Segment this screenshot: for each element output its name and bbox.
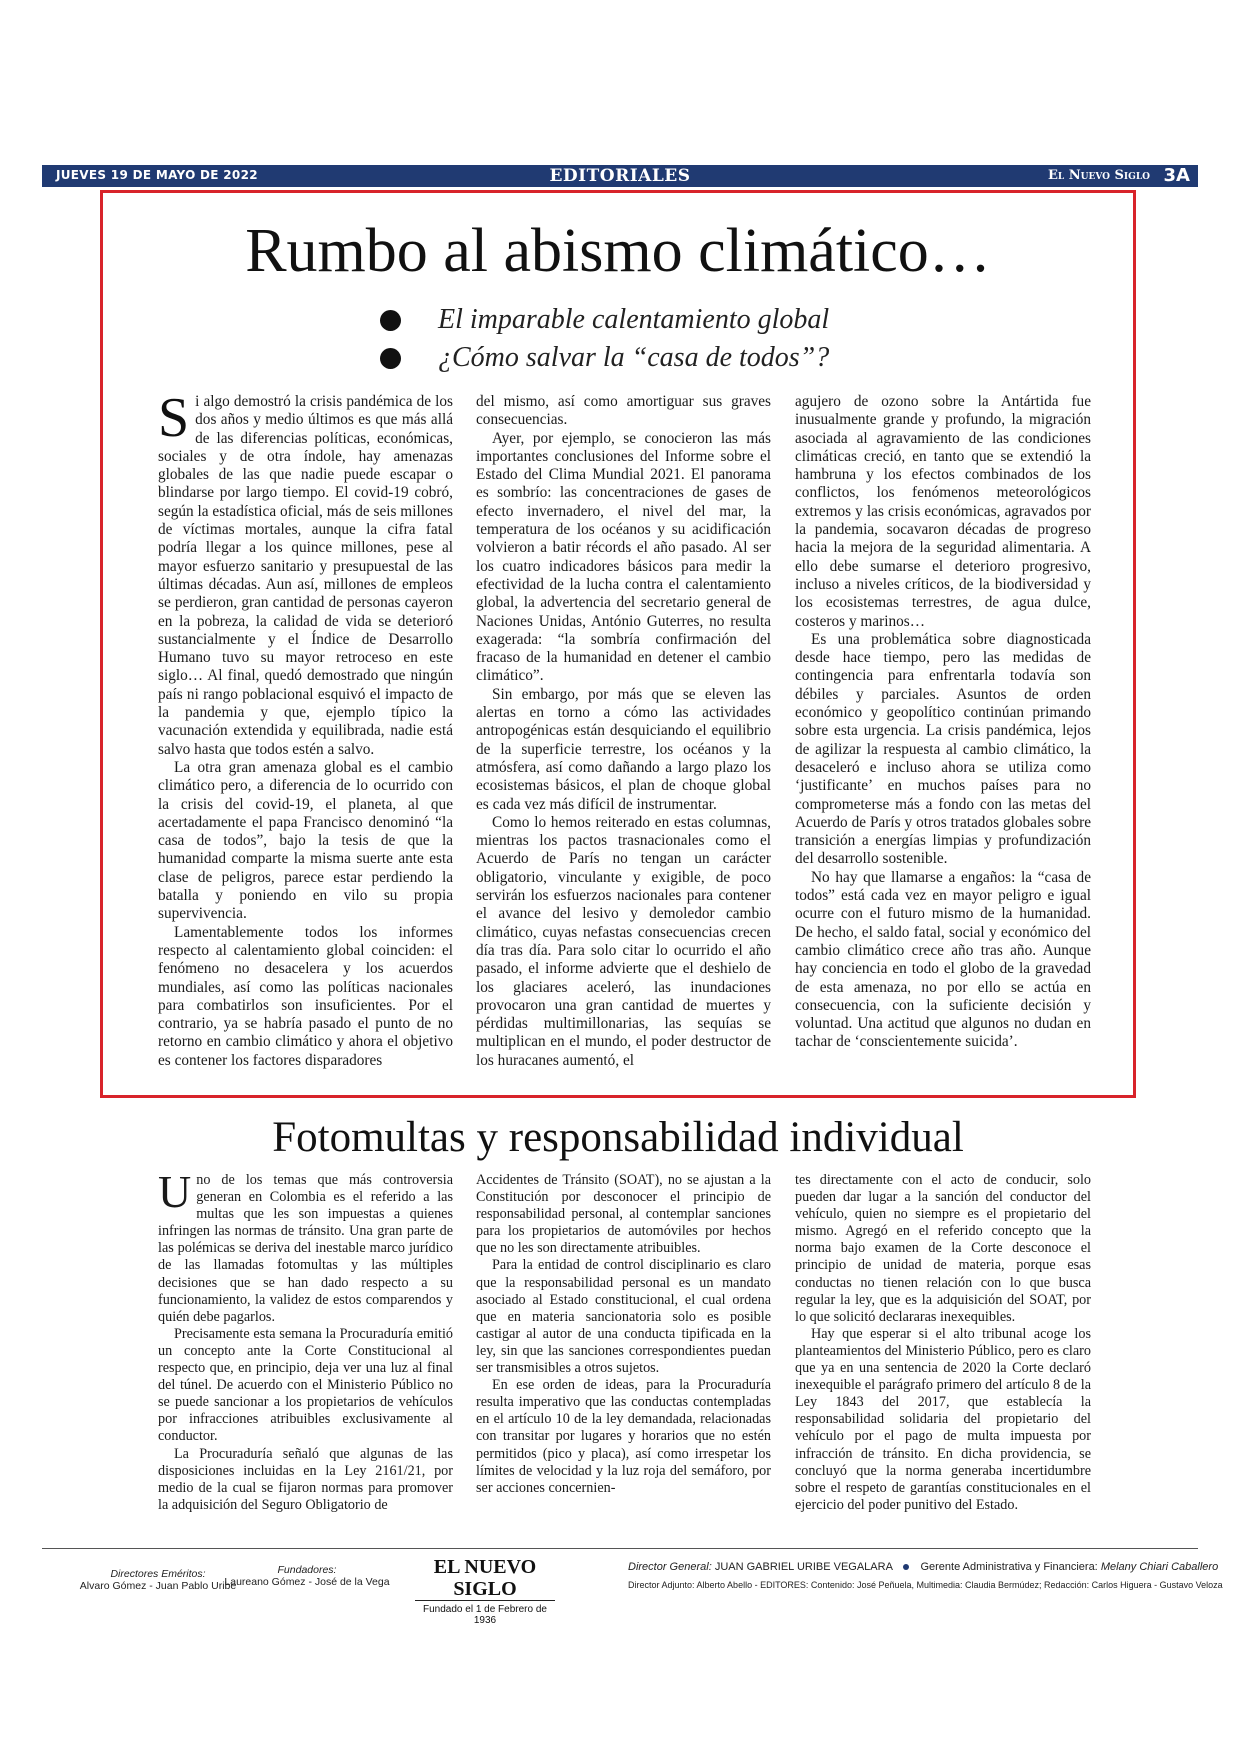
paragraph: La Procuraduría señaló que algunas de las disposiciones incluidas en la Ley 2161/21, por medio de la cual se fijaron normas para promover la adquisición del Seguro Obligatorio de [158,1445,453,1513]
paragraph: Sin embargo, por más que se eleven las alertas en torno a cómo las actividades antropogénicas están desquiciando el equilibrio de la superficie terrestre, los océanos y la atmósfera, así como dañando a largo plazo los ecosistemas básicos, el plan de choque global es cada vez más difícil de instrumentar. [476,685,771,813]
editorial2-column-1 [158,1166,453,1514]
drop-cap: S [158,387,190,449]
drop-cap: U [158,1166,192,1217]
staff-line-1 [628,1561,1219,1573]
editorial-column-2 [476,393,771,1070]
paragraph: tes directamente con el acto de conducir, solo pueden dar lugar a la sanción del conductor del vehículo, quien no siempre es el propietario del mismo. Agregó en el referido concepto que la norma bajo examen de la Corte desconoce el principio de unidad de materia, porque esas conductas no tienen relación con lo que busca regular la ley, que es la adquisición del SOAT, por lo que solicitó declararas inexequibles. [795,1172,1091,1325]
paragraph-text: i algo demostró la crisis pandémica de los dos años y medio últimos es que más allá de las diferencias políticas, económicas, sociales y de otra índole, hay amenazas globales de las que nadie puede escapar o blindarse por largo tiempo. El covid-19 cobró, según la estadística oficial, más de seis millones de víctimas mortales, aunque la cifra fatal podría llegar a los quince millones, pese al mayor esfuerzo sanitario y presupuestal de las últimas décadas. Aun así, millones de empleos se perdieron, gran cantidad de personas cayeron en la pobreza, la calidad de vida se deterioró sustancialmente y el Índice de Desarrollo Humano tuvo su mayor retroceso en este siglo… Al final, quedó demostrado que ningún país ni rango poblacional esquivó el impacto de la pandemia y que, ejemplo típico la vacunación extendida y equilibrada, nadie está salvo hasta que todos estén a salvo. [158,393,453,758]
director-name: JUAN GABRIEL URIBE VEGALARA [714,1561,893,1573]
masthead-logo [415,1556,555,1626]
paragraph [158,387,453,759]
paragraph: Ayer, por ejemplo, se conocieron las más importantes conclusiones del Informe sobre el Estado del Clima Mundial 2021. El panorama es sombrío: las concentraciones de gases de efecto invernadero, el nivel del mar, la temperatura de los océanos y su acidificación volvieron a batir récords el año pasado. Al ser los cuatro indicadores básicos para medir la efectividad de la lucha contra el calentamiento global, la advertencia del secretario general de Naciones Unidas, António Guterres, no resulta exagerada: “la sombría confirmación del fracaso de la humanidad en detener el cambio climático”. [476,429,771,685]
editorial2-column-2 [476,1172,771,1497]
editorial-title-2: Fotomultas y responsabilidad individual [272,1114,964,1161]
paragraph: del mismo, así como amortiguar sus graves consecuencias. [476,393,771,429]
masthead-name: EL NUEVO SIGLO [415,1556,555,1601]
manager-name: Melany Chiari Caballero [1100,1561,1219,1573]
footer-label: Director General: [628,1561,712,1573]
founded-date: Fundado el 1 de Febrero de 1936 [423,1604,547,1626]
paragraph: Como lo hemos reiterado en estas columnas, mientras los pactos trasnacionales como el Acuerdo de París no tengan un carácter obligatorio, vinculante y exigible, de poco servirán los esfuerzos nacionales para contener el avance del lesivo y demoledor cambio climático, cuyas nefastas consecuencias crecen día tras día. Para solo citar lo ocurrido el año pasado, el informe advierte que el deshielo de los glaciares aceleró, las inundaciones provocaron una gran cantidad de muertes y pérdidas multimillonarias, las sequías se multiplican en el mundo, el poder destructor de los huracanes aumentó, el [476,813,771,1069]
paragraph: La otra gran amenaza global es el cambio climático pero, a diferencia de lo ocurrido con la crisis del covid-19, el planeta, al que acertadamente el papa Francisco denominó “la casa de todos”, bajo la tesis de que la humanidad comparte la misma suerte ante esta clase de peligros, parece estar perdiendo la batalla y poniendo en vilo su propia supervivencia. [158,758,453,923]
footer-divider [42,1548,1198,1549]
edition-date: JUEVES 19 DE MAYO DE 2022 [56,168,258,182]
footer-names: Alvaro Gómez - Juan Pablo Uribe [79,1580,237,1592]
paragraph: Es una problemática sobre diagnosticada desde hace tiempo, pero las medidas de contingencia para enfrentarla todavía son débiles y parciales. Asuntos de orden económico y geopolítico continúan primando sobre esta urgencia. La crisis pandémica, lejos de agilizar la respuesta al cambio climático, la desaceleró e incluso ahora se utiliza como ‘justificante’ en muchos países para no comprometerse más a fondo con las metas del Acuerdo de París y otros tratados globales sobre transición a energías limpias y profundización del desarrollo sostenible. [795,630,1091,868]
paragraph: Hay que esperar si el alto tribunal acoge los planteamientos del Ministerio Público, pero es claro que ya en una sentencia de 2020 la Corte declaró inexequible el parágrafo primero del artículo 8 de la Ley 1843 del 2017, que establecía la responsabilidad solidaria del propietario del vehículo por el pago de multa impuesta por infracción de tránsito. En dicha providencia, se concluyó que la norma generaba incertidumbre sobre el respeto de garantías constitucionales en el ejercicio del poder punitivo del Estado. [795,1325,1091,1513]
page-header-bar [42,165,1198,187]
separator-dot [903,1564,909,1570]
bullet-icon [380,348,401,369]
paragraph: En ese orden de ideas, para la Procuraduría resulta imperativo que las conductas contempladas en el artículo 10 de la ley demandada, relacionadas con transitar por lugares y horarios que no estén permitidos (pico y placa), así como irrespetar los límites de velocidad y la luz roja del semáforo, por ser acciones concernien- [476,1377,771,1496]
paragraph: Precisamente esta semana la Procuraduría emitió un concepto ante la Corte Constitucional al respecto que, en principio, deja ver una luz al final del túnel. De acuerdo con el Ministerio Público no se puede sancionar a los propietarios de vehículos por infracciones atribuibles exclusivamente al conductor. [158,1325,453,1445]
emeritus-directors [78,1568,238,1592]
footer-label: Fundadores: [277,1564,337,1576]
bullet-icon [380,310,401,331]
paragraph: Lamentablemente todos los informes respecto al calentamiento global coinciden: el fenómeno no desacelera y los acuerdos mundiales, así como las políticas nacionales para combatirlos son insuficientes. Por el contrario, ya se habría pasado el punto de no retorno en cambio climático y ahora el objetivo es contener los factores disparadores [158,923,453,1069]
section-title: EDITORIALES [549,166,691,186]
newspaper-brand: El Nuevo Siglo [1048,168,1150,183]
founders [222,1564,392,1588]
editorial2-column-3 [795,1172,1091,1514]
paragraph: No hay que llamarse a engaños: la “casa de todos” está cada vez en mayor peligro e igual ocurre con el futuro mismo de la humanidad. De hecho, el saldo fatal, social y económico del cambio climático crece año tras año. Aunque hay conciencia en todo el globo de la gravedad de esta amenaza, no por ello se actúa en consecuencia, con la suficiente decisión y voluntad. Una actitud que algunos no dudan en tachar de ‘conscientemente suicida’. [795,868,1091,1051]
editorial-title: Rumbo al abismo climático… [245,217,991,285]
page-number: 3A [1163,165,1190,186]
footer-names: Laureano Gómez - José de la Vega [224,1576,390,1588]
editorial-column-3 [795,393,1091,1052]
staff-line-2: Director Adjunto: Alberto Abello - EDITORES: Contenido: José Peñuela, Multimedia: Claudia Bermúdez; Redacción: Carlos Higuera - Gustavo Veloza [628,1580,1223,1590]
paragraph: Accidentes de Tránsito (SOAT), no se ajustan a la Constitución por desconocer el principio de responsabilidad personal, al contemplar sanciones para los propietarios de automóviles por hechos que no les son directamente atribuibles. [476,1172,771,1257]
paragraph [158,1166,453,1326]
editorial-column-1 [158,387,453,1070]
footer-label: Gerente Administrativa y Financiera: [920,1561,1098,1573]
subtitle-text: ¿Cómo salvar la “casa de todos”? [438,342,830,373]
paragraph: agujero de ozono sobre la Antártida fue inusualmente grande y profundo, la migración asociada al agravamiento de las condiciones climáticas creció, en tanto que se extendió la hambruna y los efectos combinados de los conflictos, los fenómenos meteorológicos extremos y las crisis económicas, agravados por la pandemia, socavaron décadas de progreso hacia la mejora de la seguridad alimentaria. A ello debe sumarse el deterioro progresivo, incluso a niveles críticos, de la biodiversidad y los ecosistemas terrestres, de agua dulce, costeros y marinos… [795,393,1091,630]
footer-label: Directores Eméritos: [110,1568,206,1580]
paragraph-text: no de los temas que más controversia generan en Colombia es el referido a las multas que les son impuestas a quienes infringen las normas de tránsito. Una gran parte de las polémicas se deriva del inestable marco jurídico de las llamadas fotomultas y las múltiples decisiones que se han dado respecto a su funcionamiento, la validez de estos comparendos y quién debe pagarlos. [158,1172,453,1325]
subtitle-text: El imparable calentamiento global [438,304,830,335]
paragraph: Para la entidad de control disciplinario es claro que la responsabilidad personal es un mandato asociado al Estado constitucional, el cual ordena que en materia sancionatoria solo es posible castigar al autor de una conducta tipificada en la ley, sin que las sanciones correspondientes puedan ser transmisibles a otros sujetos. [476,1257,771,1377]
staff-credits [628,1561,1223,1590]
